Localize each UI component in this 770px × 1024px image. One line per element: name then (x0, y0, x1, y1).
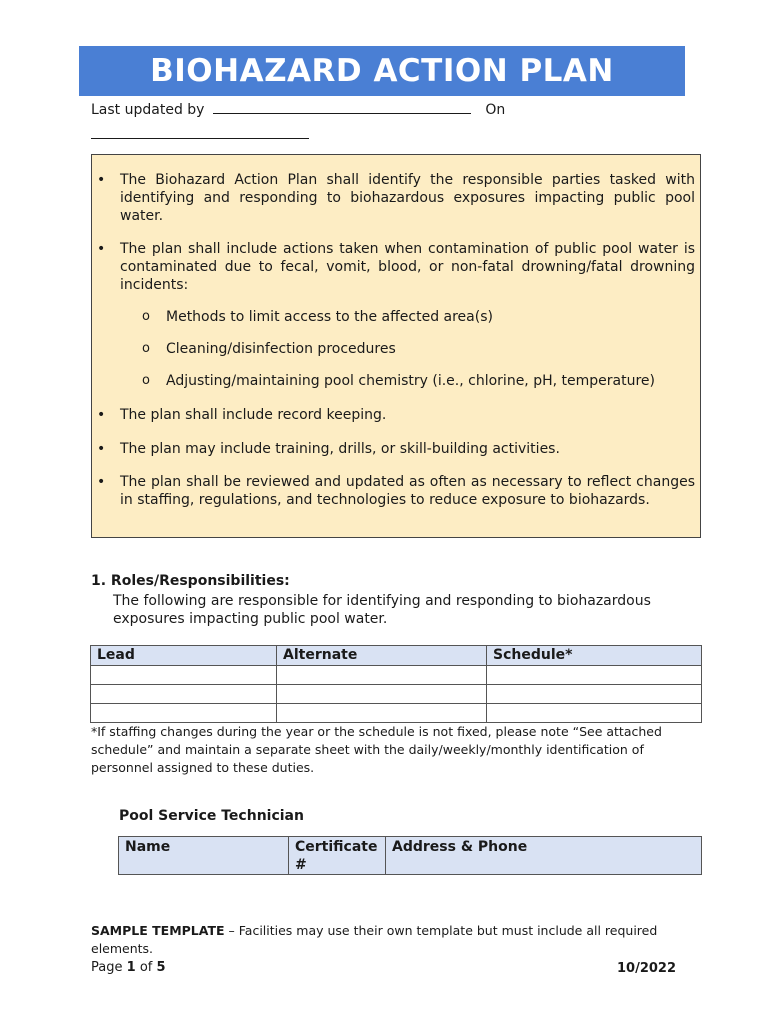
table-cell[interactable] (487, 685, 702, 704)
column-header-name: Name (119, 837, 289, 875)
sample-template-label: SAMPLE TEMPLATE (91, 923, 225, 938)
table-row (91, 704, 702, 723)
sub-item-text: Cleaning/disinfection procedures (166, 341, 396, 357)
roles-table (90, 645, 702, 723)
table-cell[interactable] (487, 666, 702, 685)
sample-template-text: – Facilities may use their own template but must include all required elements. (91, 923, 658, 956)
bullet-text: The Biohazard Action Plan shall identify the responsible parties tasked with identifying and responding to biohazardous exposures impacting public pool water. (120, 172, 695, 224)
bullet-icon: • (97, 441, 106, 457)
sub-bullet-icon: o (142, 373, 150, 388)
table-cell[interactable] (91, 685, 277, 704)
sub-bullet-icon: o (142, 309, 150, 324)
column-header-lead: Lead (91, 646, 277, 666)
column-header-certificate: Certificate # (289, 837, 386, 875)
bullet-text: The plan shall be reviewed and updated as often as necessary to reflect changes in staffing, regulations, and technologies to reduce exposure to biohazards. (120, 474, 695, 508)
date-blank (91, 124, 309, 139)
bullet-text: The plan may include training, drills, or skill-building activities. (120, 441, 560, 457)
bullet-icon: • (97, 407, 106, 423)
table-cell[interactable] (487, 704, 702, 723)
page-word: Page (91, 960, 123, 975)
column-header-address-phone: Address & Phone (386, 837, 702, 875)
section-heading: 1. Roles/Responsibilities: (91, 573, 290, 589)
table-row (91, 666, 702, 685)
revision-date: 10/2022 (617, 961, 677, 976)
table-cell[interactable] (277, 685, 487, 704)
bullet-text: The plan shall include record keeping. (120, 407, 387, 423)
last-updated-line (91, 100, 505, 119)
table-row (91, 685, 702, 704)
sample-template-note (91, 922, 711, 958)
table-cell[interactable] (91, 704, 277, 723)
sub-bullet-icon: o (142, 341, 150, 356)
bullet-icon: • (97, 172, 106, 188)
of-word: of (139, 960, 153, 975)
table-cell[interactable] (277, 704, 487, 723)
bullet-icon: • (97, 474, 106, 490)
on-label: On (485, 102, 506, 118)
table-cell[interactable] (91, 666, 277, 685)
updated-by-blank (213, 100, 471, 114)
page-total: 5 (156, 960, 166, 975)
pool-tech-table (118, 836, 702, 875)
column-header-alternate: Alternate (277, 646, 487, 666)
page-current: 1 (126, 960, 136, 975)
sub-item-text: Methods to limit access to the affected area(s) (166, 309, 493, 325)
staffing-note: *If staffing changes during the year or the schedule is not fixed, please note “See attached schedule” and maintain a separate sheet with the daily/weekly/monthly identification of personnel assigned to these duties. (91, 724, 662, 775)
pool-tech-heading: Pool Service Technician (119, 808, 304, 824)
section-text: The following are responsible for identifying and responding to biohazardous exposures impacting public pool water. (113, 593, 651, 627)
bullet-icon: • (97, 241, 106, 257)
last-updated-label: Last updated by (91, 102, 205, 118)
bullet-text: The plan shall include actions taken when contamination of public pool water is contaminated due to fecal, vomit, blood, or non-fatal drowning/fatal drowning incidents: (120, 241, 695, 293)
requirements-box (91, 154, 701, 538)
document-title: BIOHAZARD ACTION PLAN (79, 46, 685, 96)
sub-item-text: Adjusting/maintaining pool chemistry (i.e., chlorine, pH, temperature) (166, 373, 655, 389)
page-number (91, 960, 166, 975)
column-header-schedule: Schedule* (487, 646, 702, 666)
table-cell[interactable] (277, 666, 487, 685)
